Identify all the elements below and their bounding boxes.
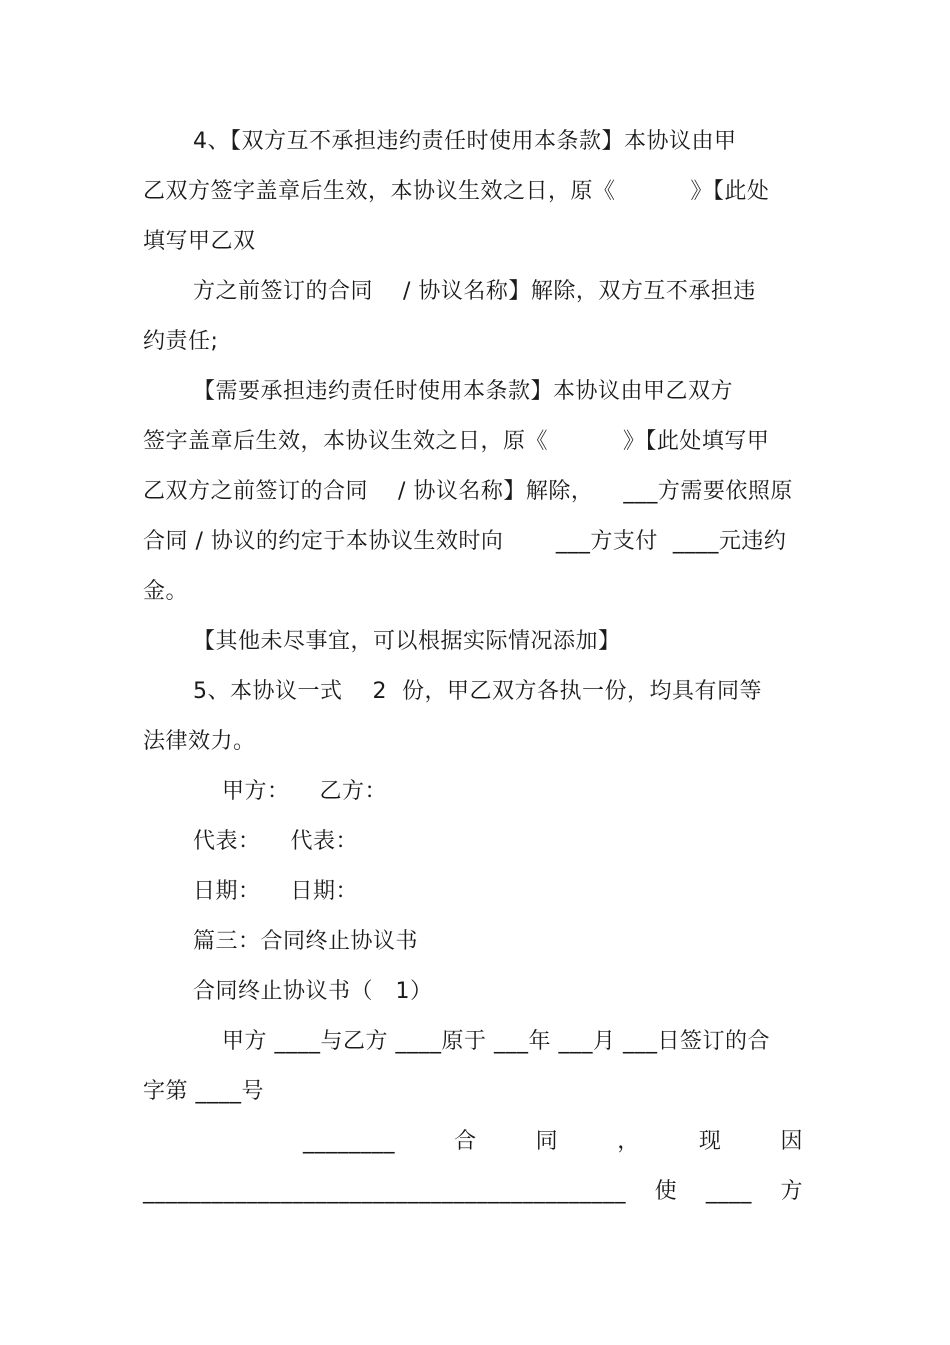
paragraph-line: 4、【双方互不承担违约责任时使用本条款】本协议由甲 <box>193 129 737 154</box>
paragraph-line: 方之前签订的合同 / 协议名称】解除，双方互不承担违 <box>193 279 756 304</box>
spread-char: ， <box>617 1129 640 1154</box>
signature-party-labels: 甲方： 乙方： <box>222 779 387 804</box>
spread-char: 合 <box>454 1129 477 1154</box>
spread-line <box>303 1127 803 1157</box>
paragraph-line: 约责任; <box>143 329 219 354</box>
paragraph-line: 合同 / 协议的约定于本协议生效时向 ___方支付 ____元违约 <box>143 529 787 554</box>
spread-char: 使 <box>654 1179 678 1204</box>
paragraph-line: 签字盖章后生效，本协议生效之日，原《 》【此处填写甲 <box>143 429 770 454</box>
section-heading: 篇三：合同终止协议书 <box>193 929 419 954</box>
blank-field: ____ <box>705 1179 752 1204</box>
spread-char: 因 <box>780 1129 803 1154</box>
spread-line <box>143 1177 803 1207</box>
paragraph-line: 【其他未尽事宜，可以根据实际情况添加】 <box>193 629 621 654</box>
paragraph-line: 乙双方之前签订的合同 / 协议名称】解除， ___方需要依照原 <box>143 479 793 504</box>
spread-char: 方 <box>780 1179 803 1204</box>
paragraph-line: 法律效力。 <box>143 729 256 754</box>
blank-field: ________ <box>303 1129 395 1154</box>
blank-field: __________________________________________ <box>143 1179 626 1204</box>
paragraph-line: 5、本协议一式 2 份，甲乙双方各执一份，均具有同等 <box>193 679 762 704</box>
signature-representative-labels: 代表： 代表： <box>193 829 358 854</box>
paragraph-line: 字第 ____号 <box>143 1079 264 1104</box>
signature-date-labels: 日期： 日期： <box>193 879 358 904</box>
paragraph-line: 填写甲乙双 <box>143 229 256 254</box>
paragraph-line: 甲方 ____与乙方 ____原于 ___年 ___月 ___日签订的合 <box>222 1029 770 1054</box>
paragraph-line: 【需要承担违约责任时使用本条款】本协议由甲乙双方 <box>193 379 734 404</box>
spread-char: 同 <box>535 1129 559 1154</box>
paragraph-line: 金。 <box>143 579 189 604</box>
paragraph-line: 乙双方签字盖章后生效，本协议生效之日，原《 》【此处 <box>143 179 770 204</box>
agreement-title: 合同终止协议书（ 1） <box>193 979 433 1004</box>
spread-char: 现 <box>698 1129 722 1154</box>
